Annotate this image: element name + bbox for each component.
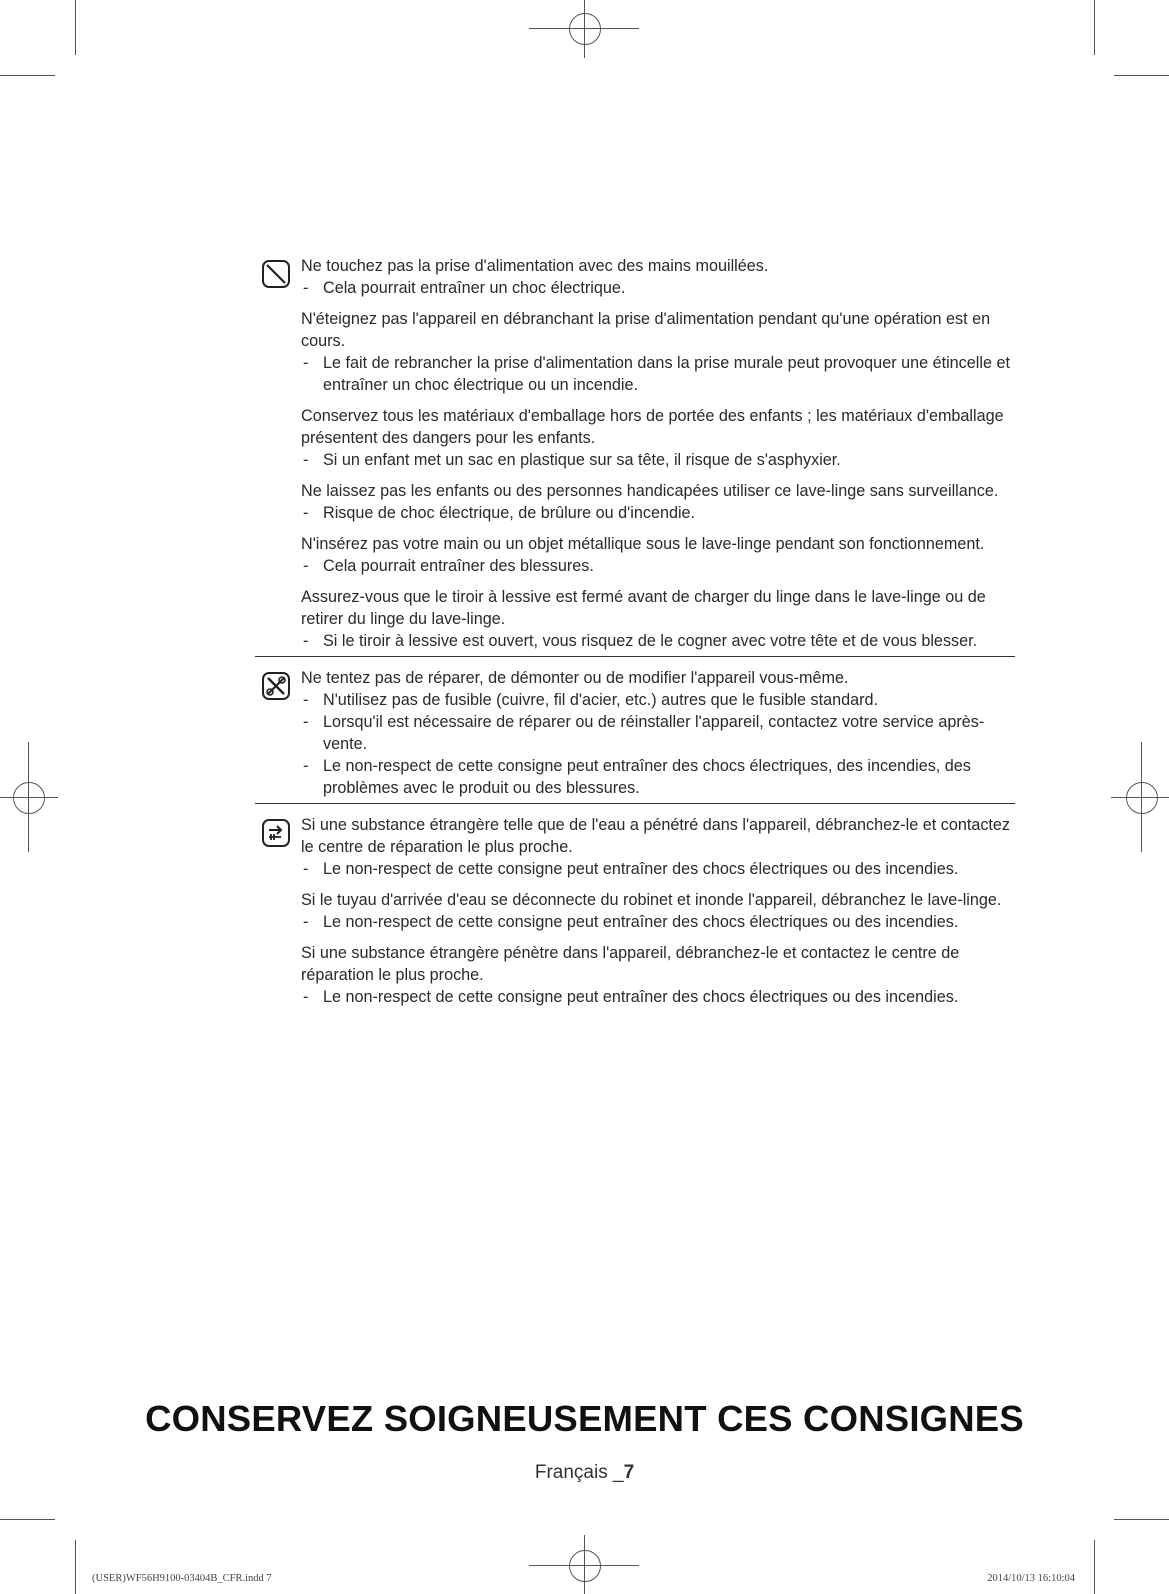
instruction-item [301,942,1015,1008]
instruction-item [301,586,1015,652]
instruction-text: N'éteignez pas l'appareil en débranchant la prise d'alimentation pendant qu'une opération est en cours. [301,310,991,350]
instruction-text: Conservez tous les matériaux d'emballage hors de portée des enfants ; les matériaux d'emballage présentent des dangers pour les enfants. [301,407,1004,447]
crop-mark [1094,1540,1095,1594]
instruction-text: Ne laissez pas les enfants ou des personnes handicapées utiliser ce lave-linge sans surveillance. [301,482,999,500]
instruction-text: Ne touchez pas la prise d'alimentation avec des mains mouillées. [301,257,769,275]
instruction-consequence: - Le non-respect de cette consigne peut entraîner des chocs électriques ou des incendies. [301,986,1015,1008]
instruction-consequence: - Le fait de rebrancher la prise d'alimentation dans la prise murale peut provoquer une étincelle et entraîner un choc électrique ou un incendie. [301,352,1015,396]
instruction-consequence: - Lorsqu'il est nécessaire de réparer ou de réinstaller l'appareil, contactez votre service après-vente. [301,711,1015,755]
crop-mark [1114,1519,1169,1520]
instruction-text: Si une substance étrangère pénètre dans l'appareil, débranchez-le et contactez le centre de réparation le plus proche. [301,944,960,984]
instruction-item [301,814,1015,880]
page-heading: CONSERVEZ SOIGNEUSEMENT CES CONSIGNES [145,1398,1024,1439]
crop-mark [1094,0,1095,55]
crop-mark [1114,75,1169,76]
page-number: 7 [623,1462,635,1483]
instruction-text: Assurez-vous que le tiroir à lessive est fermé avant de charger du linge dans le lave-linge ou de retirer du linge du lave-linge. [301,588,986,628]
instruction-item [301,255,1015,299]
print-file-name: (USER)WF56H9100-03404B_CFR.indd 7 [92,1573,272,1584]
crop-mark [0,1519,55,1520]
registration-mark [569,1550,601,1582]
section-unplug [255,814,1015,1008]
registration-mark [13,782,45,814]
section-divider [255,803,1015,804]
instruction-consequence: - Cela pourrait entraîner un choc électrique. [301,277,1015,299]
section-do-not-touch [255,255,1015,652]
print-timestamp: 2014/10/13 16:10:04 [987,1573,1075,1584]
instruction-text: N'insérez pas votre main ou un objet métallique sous le lave-linge pendant son fonctionnement. [301,535,985,553]
instruction-item [301,405,1015,471]
registration-mark [1126,782,1158,814]
instruction-text: Si une substance étrangère telle que de l'eau a pénétré dans l'appareil, débranchez-le et contactez le centre de réparation le plus proche. [301,816,1011,856]
instruction-item [301,308,1015,396]
crop-mark [75,1540,76,1594]
instruction-text: Ne tentez pas de réparer, de démonter ou de modifier l'appareil vous-même. [301,669,849,687]
instruction-item [301,480,1015,524]
instruction-consequence: - Le non-respect de cette consigne peut entraîner des chocs électriques ou des incendies. [301,858,1015,880]
instruction-consequence: - Le non-respect de cette consigne peut entraîner des chocs électriques, des incendies, des problèmes avec le produit ou des blessures. [301,755,1015,799]
instruction-consequence: - Si un enfant met un sac en plastique sur sa tête, il risque de s'asphyxier. [301,449,1015,471]
instruction-consequence: - Cela pourrait entraîner des blessures. [301,555,1015,577]
instruction-consequence: - Risque de choc électrique, de brûlure ou d'incendie. [301,502,1015,524]
language-label: Français _ [534,1462,624,1483]
instruction-item [301,889,1015,933]
section-do-not-disassemble [255,667,1015,799]
page-number-label [0,1462,1169,1484]
safety-instructions [255,255,1015,1017]
instruction-item [301,667,1015,799]
instruction-item [301,533,1015,577]
instruction-consequence: - N'utilisez pas de fusible (cuivre, fil d'acier, etc.) autres que le fusible standard. [301,689,1015,711]
registration-mark [569,13,601,45]
instruction-consequence: - Si le tiroir à lessive est ouvert, vous risquez de le cogner avec votre tête et de vous blesser. [301,630,1015,652]
no-disassembly-icon [261,671,291,701]
unplug-icon [261,818,291,848]
section-divider [255,656,1015,657]
crop-mark [0,75,55,76]
instruction-text: Si le tuyau d'arrivée d'eau se déconnecte du robinet et inonde l'appareil, débranchez le lave-linge. [301,891,1002,909]
crop-mark [75,0,76,55]
instruction-consequence: - Le non-respect de cette consigne peut entraîner des chocs électriques ou des incendies. [301,911,1015,933]
no-touch-icon [261,259,291,289]
